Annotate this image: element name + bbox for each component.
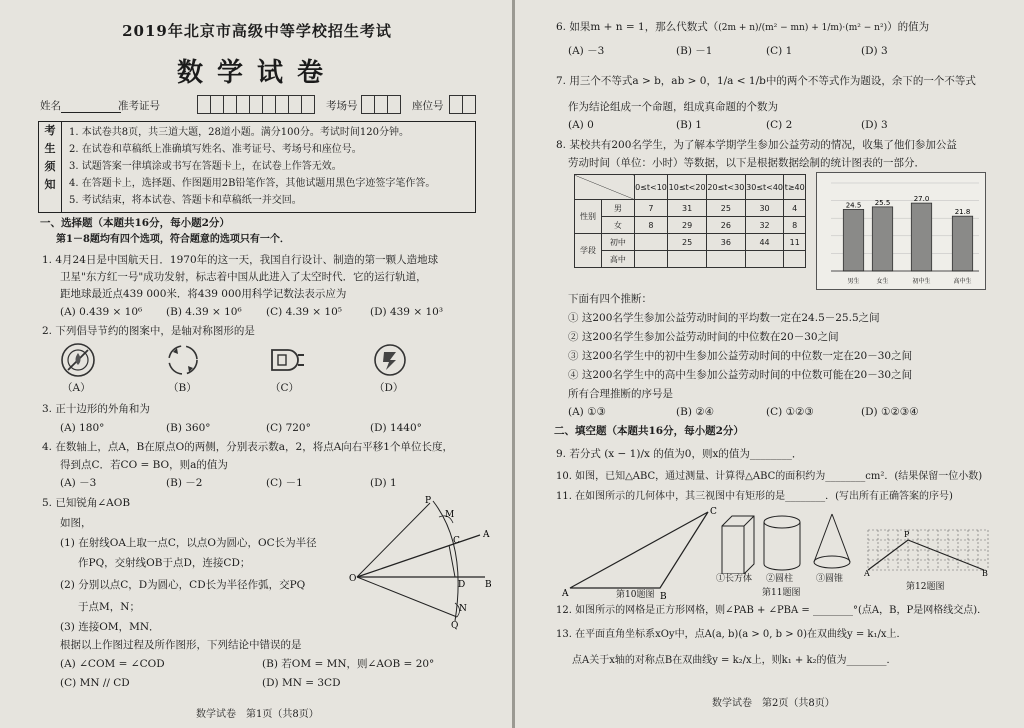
notice-item: 5. 考试结束，将本试卷、答题卡和草稿纸一并交回。 [69,195,302,206]
q2-stem: 2. 下列倡导节约的图案中，是轴对称图形的是 [42,325,255,337]
table-header: t≥40 [784,175,806,200]
fig10-caption: 第10题图 [616,590,655,600]
q7-option: (B) 1 [676,119,702,131]
q4-line: 4. 在数轴上，点A，B在原点O的两侧，分别表示数a，2，将点A向右平移1个单位长度， [42,441,453,453]
q7-option: (C) 2 [766,119,793,131]
q1-option: (B) 4.39 × 10⁶ [166,306,242,318]
chart-bar [872,207,892,271]
q8-bar-chart [816,172,986,290]
name-field [40,99,121,113]
figure-label: N [459,604,467,614]
fig11-solids [718,512,858,574]
q8-option: (A) ①③ [568,406,606,418]
q8-option: (C) ①②③ [766,406,814,418]
q3-option: (A) 180° [60,422,105,434]
q1-line: 1. 4月24日是中国航天日．1970年的这一天，我国自行设计、制造的第一颗人造地球 [42,254,439,266]
admission-boxes [198,95,315,114]
q5-option: (A) ∠COM = ∠COD [60,658,165,670]
q7-option: (A) 0 [568,119,594,131]
figure-label: B [982,569,988,576]
q3-stem: 3. 正十边形的外角和为 [42,403,150,415]
water-saving-icon [60,342,96,378]
page-footer: 数学试卷 第2页（共8页） [712,698,835,709]
solid-label: ①长方体 [716,574,753,584]
q3-option: (B) 360° [166,422,211,434]
q5-line: 根据以上作图过程及所作图形，下列结论中错误的是 [60,639,302,651]
room-label: 考场号 [326,100,358,112]
q5-option: (B) 若OM = MN，则∠AOB = 20° [262,658,435,670]
chart-data-label: 24.5 [845,201,862,210]
q12-text: 12. 如图所示的网格是正方形网格，则∠PAB + ∠PBA = ________°(点A，B，P是网格线交点)． [556,605,988,616]
chart-category-label: 女生 [876,278,889,285]
section-title: 二、填空题（本题共16分，每小题2分） [554,425,744,437]
page-2 [516,0,1024,728]
table-row: 性别 男 7 31 25 30 4 [575,200,806,217]
q3-option: (C) 720° [266,422,311,434]
q5-line: 5. 已知锐角∠AOB [42,497,131,509]
notice-heading: 考 生 须 知 [39,122,62,212]
q1-line: 距地球最近点439 000米．将439 000用科学记数法表示应为 [60,288,347,300]
q11-text: 11. 在如图所示的几何体中，其三视图中有矩形的是________．(写出所有正确答案的序号) [556,491,953,502]
q13-line: 点A关于x轴的对称点B在双曲线y = k₂/x上，则k₁ + k₂的值为________． [572,655,897,666]
q8-option: (B) ②④ [676,406,715,418]
q6-option: (D) 3 [861,45,888,57]
q13-line: 13. 在平面直角坐标系xOy中，点A(a, b)(a > 0, b > 0)在双曲线y = k₁/x上． [556,629,907,640]
q5-line: (1) 在射线OA上取一点C，以点O为圆心，OC长为半径 [60,537,317,549]
q4-option: (C) －1 [266,477,303,489]
q5-option: (D) MN = 3CD [262,677,341,689]
chart-data-label: 27.0 [913,195,930,204]
notice-item: 3. 试题答案一律填涂或书写在答题卡上，在试卷上作答无效。 [69,161,342,172]
q8-after: ③ 这200名学生中的初中生参加公益劳动时间的中位数一定在20－30之间 [568,350,913,362]
chart-category-label: 高中生 [953,278,972,285]
room-boxes [362,95,401,114]
q8-option: (D) ①②③④ [861,406,919,418]
q8-after: 所有合理推断的序号是 [568,388,673,400]
q8-line: 劳动时间（单位：小时）等数据，以下是根据数据绘制的统计图表的一部分． [568,157,925,169]
subject-title: 数学试卷 [176,58,337,88]
exam-notice [38,121,476,213]
solid-label: ②圆柱 [766,574,794,584]
table-header: 10≤t<20 [668,175,707,200]
q5-line: 作PQ，交射线OB于点D，连接CD； [78,557,251,569]
q8-after: ④ 这200名学生中的高中生参加公益劳动时间的中位数可能在20－30之间 [568,369,913,381]
table-row: 学段 初中 25 36 44 11 [575,234,806,251]
q2-label: （B） [168,382,197,394]
q8-after: ② 这200名学生参加公益劳动时间的中位数在20－30之间 [568,331,839,343]
page-fold [512,0,515,728]
q3-option: (D) 1440° [370,422,422,434]
figure-label: C [453,536,460,546]
q8-line: 8. 某校共有200名学生，为了解本学期学生参加公益劳动的情况，收集了他们参加公益 [556,139,957,151]
q7-option: (D) 3 [861,119,888,131]
table-header: 20≤t<30 [706,175,745,200]
q6-option: (A) －3 [568,45,605,57]
q7-line: 作为结论组成一个命题，组成真命题的个数为 [568,101,778,113]
q2-label: （A） [62,382,91,394]
figure-label: P [425,496,432,506]
chart-category-label: 初中生 [912,278,931,285]
fig11-caption: 第11题图 [762,588,801,598]
q6-stem: 6. 如果m + n = 1，那么代数式（(2m + n)/(m² − mn) + 1/m)·(m² − n²)）的值为 [556,21,930,33]
notice-item: 1. 本试卷共8页，共三道大题，28道小题。满分100分。考试时间120分钟。 [69,127,409,138]
power-plug-icon [266,342,306,378]
q9-text: 9. 若分式 (x − 1)/x 的值为0，则x的值为________． [556,448,803,460]
section-title: 一、选择题（本题共16分，每小题2分） [40,217,230,229]
q5-line: (2) 分别以点C，D为圆心，CD长为半径作弧，交PQ [60,579,306,591]
figure-label: C [710,507,717,517]
energy-saving-icon [372,342,408,378]
recycle-icon [165,342,201,378]
table-row: 女 8 29 26 32 8 [575,217,806,234]
q1-option: (A) 0.439 × 10⁶ [60,306,143,318]
figure-label: D [458,580,466,590]
q1-option: (D) 439 × 10³ [370,306,444,318]
q1-line: 卫星"东方红一号"成功发射，标志着中国从此进入了太空时代．它的运行轨道， [60,271,427,283]
notice-item: 2. 在试卷和草稿纸上准确填写姓名、准考证号、考场号和座位号。 [69,144,362,155]
fig12-caption: 第12题图 [906,582,945,592]
q4-option: (A) －3 [60,477,97,489]
q5-line: 如图， [60,517,92,529]
name-label: 姓名 [40,100,61,112]
chart-bar [843,209,863,271]
q1-option: (C) 4.39 × 10⁵ [266,306,342,318]
q4-line: 得到点C．若CO = BO，则a的值为 [60,459,228,471]
q5-figure [345,495,495,630]
table-header: 30≤t<40 [745,175,784,200]
chart-category-label: 男生 [847,278,860,285]
figure-label: O [349,574,357,584]
table-row: 高中 [575,251,806,268]
figure-label: A [864,569,870,576]
q4-option: (D) 1 [370,477,397,489]
q10-text: 10. 如图，已知△ABC，通过测量、计算得△ABC的面积约为________cm²．(结果保留一位小数) [556,471,983,482]
q2-label: （C） [270,382,300,394]
q2-label: （D） [374,382,404,394]
seat-boxes [450,95,476,114]
q6-option: (B) －1 [676,45,713,57]
admission-field [118,99,160,113]
chart-data-label: 21.8 [954,208,971,217]
q5-line: 于点M，N； [78,601,140,613]
q7-line: 7. 用三个不等式a > b，ab > 0，1/a < 1/b中的两个不等式作为题设，余下的一个不等式 [556,75,976,87]
section-intro: 第1－8题均有四个选项，符合题意的选项只有一个． [56,234,290,245]
q8-after: 下面有四个推断： [568,293,652,305]
chart-bar [911,203,931,271]
exam-title: 2019年北京市高级中等学校招生考试 [122,22,392,40]
q4-option: (B) －2 [166,477,203,489]
figure-label: P [904,530,910,539]
q8-after: ① 这200名学生参加公益劳动时间的平均数一定在24.5－25.5之间 [568,312,880,324]
figure-label: A [483,530,490,540]
page-footer: 数学试卷 第1页（共8页） [196,709,319,720]
table-header: 0≤t<10 [634,175,668,200]
q6-option: (C) 1 [766,45,793,57]
figure-label: Q [451,621,459,630]
admission-label: 准考证号 [118,100,160,112]
fig12-grid [864,526,990,576]
figure-label: M [445,510,455,520]
seat-label: 座位号 [412,100,444,112]
q8-table [574,174,806,268]
chart-bar [952,216,972,271]
q5-line: (3) 连接OM，MN． [60,621,160,633]
figure-label: A [562,589,569,599]
figure-label: B [660,592,667,602]
solid-label: ③圆锥 [816,574,844,584]
chart-data-label: 25.5 [874,198,891,207]
notice-item: 4. 在答题卡上，选择题、作图题用2B铅笔作答，其他试题用黑色字迹签字笔作答。 [69,178,436,189]
figure-label: B [485,580,492,590]
q5-option: (C) MN // CD [60,677,130,689]
